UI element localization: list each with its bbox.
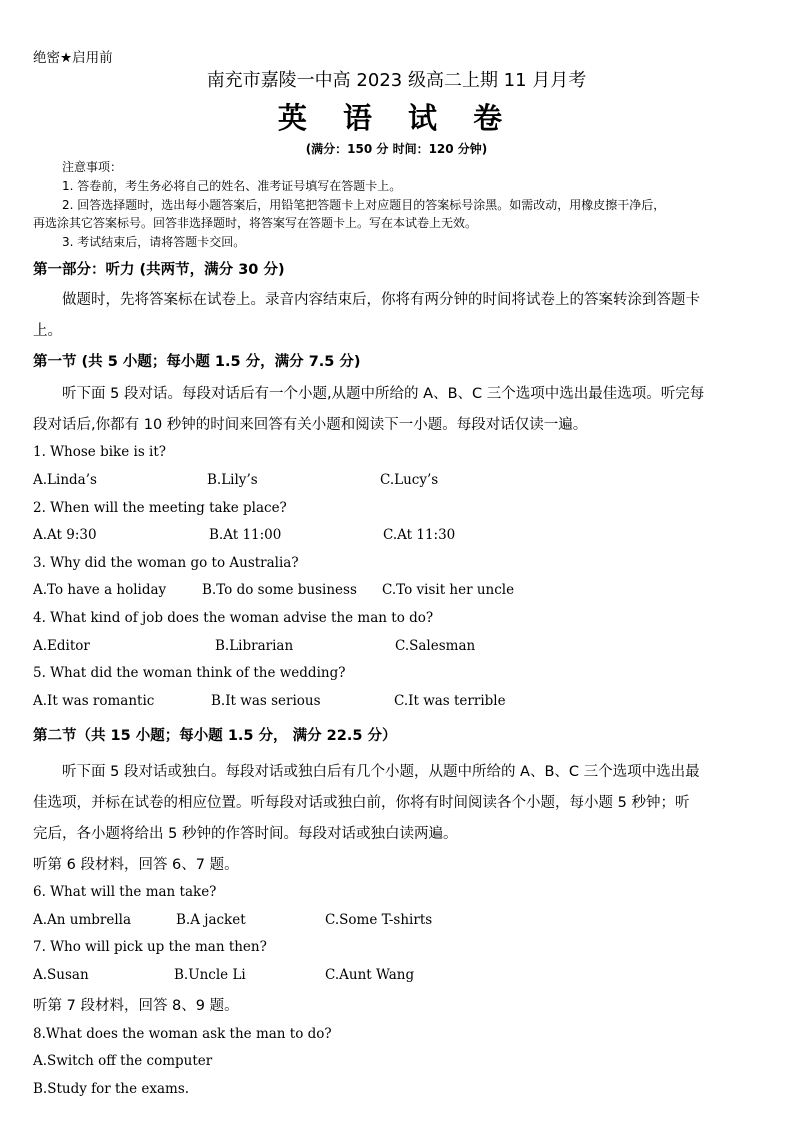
notice-item-2b: 再选涂其它答案标号。回答非选择题时，将答案写在答题卡上。写在本试卷上无效。 [33,216,478,230]
school-exam-line: 南充市嘉陵一中高 2023 级高二上期 11 月月考 [206,70,587,91]
notice-item-1: 1. 答卷前，考生务必将自己的姓名、准考证号填写在答题卡上。 [62,179,402,193]
q2-option-b: B.At 11:00 [209,527,282,543]
q6-option-b: B.A jacket [176,912,246,928]
exam-title: 英 语 试 卷 [277,101,516,135]
q3-option-a: A.To have a holiday [33,582,167,598]
part1-instruction-line1: 做题时，先将答案标在试卷上。录音内容结束后，你将有两分钟的时间将试卷上的答案转涂到答题卡 [62,292,700,308]
secret-mark: 绝密★启用前 [33,50,113,66]
section2-heading: 第二节（共 15 小题；每小题 1.5 分， 满分 22.5 分） [33,728,397,744]
q6-option-a: A.An umbrella [33,912,132,928]
material7-heading: 听第 7 段材料，回答 8、9 题。 [33,998,239,1014]
section2-instruction-line2: 佳选项，并标在试卷的相应位置。听每段对话或独白前，你将有时间阅读各个小题，每小题 5 秒钟；听 [33,795,690,811]
q8-option-b: B.Study for the exams. [33,1081,190,1097]
score-time-line: (满分：150 分 时间：120 分钟) [305,142,488,156]
notice-item-2a: 2. 回答选择题时，选出每小题答案后，用铅笔把答题卡上对应题目的答案标号涂黑。如需改动，用橡皮擦干净后， [62,198,666,212]
notice-heading: 注意事项： [62,160,123,174]
section1-heading: 第一节 (共 5 小题；每小题 1.5 分，满分 7.5 分) [33,354,361,370]
q5-option-c: C.It was terrible [394,693,506,709]
q4-option-a: A.Editor [33,638,90,654]
material6-heading: 听第 6 段材料，回答 6、7 题。 [33,857,239,873]
q5-option-a: A.It was romantic [33,693,155,709]
q1-option-c: C.Lucy’s [380,472,439,488]
part1-instruction-line2: 上。 [33,323,62,339]
section1-instruction-line1: 听下面 5 段对话。每段对话后有一个小题,从题中所给的 A、B、C 三个选项中选出最佳选项。听完每 [62,386,705,402]
q4-option-c: C.Salesman [395,638,476,654]
q3-option-b: B.To do some business [202,582,357,598]
part1-heading: 第一部分：听力 (共两节，满分 30 分) [33,262,285,278]
q6-option-c: C.Some T-shirts [325,912,433,928]
q5-option-b: B.It was serious [211,693,321,709]
q2-option-c: C.At 11:30 [383,527,456,543]
q7-option-c: C.Aunt Wang [325,967,415,983]
q8-option-a: A.Switch off the computer [33,1053,213,1069]
question-5: 5. What did the woman think of the wedding? [33,665,346,681]
question-7: 7. Who will pick up the man then? [33,939,267,955]
question-8: 8.What does the woman ask the man to do? [33,1026,332,1042]
q4-option-b: B.Librarian [215,638,294,654]
q7-option-b: B.Uncle Li [174,967,246,983]
q3-option-c: C.To visit her uncle [382,582,515,598]
q1-option-b: B.Lily’s [207,472,258,488]
section2-instruction-line3: 完后，各小题将给出 5 秒钟的作答时间。每段对话或独白读两遍。 [33,826,458,842]
section1-instruction-line2: 段对话后,你都有 10 秒钟的时间来回答有关小题和阅读下一小题。每段对话仅读一遍。 [33,417,588,433]
question-2: 2. When will the meeting take place? [33,500,287,516]
question-1: 1. Whose bike is it? [33,444,167,460]
question-4: 4. What kind of job does the woman advise the man to do? [33,610,434,626]
q2-option-a: A.At 9:30 [33,527,97,543]
notice-item-3: 3. 考试结束后，请将答题卡交回。 [62,235,246,249]
q1-option-a: A.Linda’s [33,472,97,488]
section2-instruction-line1: 听下面 5 段对话或独白。每段对话或独白后有几个小题，从题中所给的 A、B、C 三个选项中选出最 [62,764,700,780]
question-6: 6. What will the man take? [33,884,217,900]
q7-option-a: A.Susan [33,967,89,983]
question-3: 3. Why did the woman go to Australia? [33,555,299,571]
